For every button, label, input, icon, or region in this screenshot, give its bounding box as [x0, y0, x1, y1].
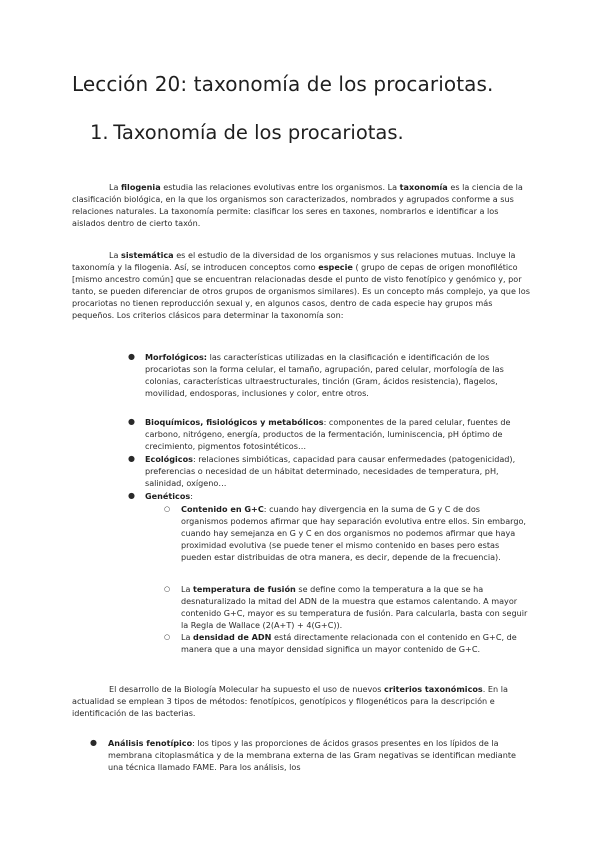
criteria-text: : componentes de la pared celular, fuentes de carbono, nitrógeno, energía, productos de la fermentación, luminiscencia, pH óptimo de crecimiento, pigmentos fotosintéticos…: [145, 417, 511, 452]
criteria-item-bioquimicos: [128, 416, 529, 452]
term-taxonomia: taxonomía: [399, 182, 448, 192]
analysis-item-fenotipico: [90, 737, 528, 773]
criteria-label: Bioquímicos, fisiológicos y metabólicos: [145, 417, 324, 427]
para1-text-3: es la ciencia de la clasificación biológica, en la que los organismos son caracterizados, nombrados y agrupados conforme a sus relaciones naturales. La taxonomía permite: clasificar los seres en taxones, nombrarlos e identificar a los aislados dentro de cierto taxón.: [72, 182, 523, 229]
criteria-label: Genéticos: [145, 491, 191, 501]
bullet-dot-icon: ●: [128, 417, 135, 426]
section-number: 1.: [90, 121, 109, 144]
paragraph-sistematica: [72, 249, 532, 322]
genetic-item-fusion: [164, 583, 529, 631]
bullet-dot-icon: ●: [128, 491, 135, 500]
para2-text-1: La: [109, 250, 122, 260]
genetic-label: temperatura de fusión: [193, 584, 296, 594]
genetic-item-densidad: [164, 631, 529, 655]
genetic-text: está directamente relacionada con el contenido en G+C, de manera que a una mayor densidad significa un mayor contenido de G+C.: [181, 632, 517, 655]
section-heading-text: Taxonomía de los procariotas.: [113, 121, 404, 144]
genetic-label: Contenido en G+C: [181, 504, 264, 514]
paragraph-filogenia: [72, 181, 532, 229]
bullet-circle-icon: ○: [164, 505, 171, 513]
criteria-item-ecologicos: [128, 453, 529, 489]
para3-text-1: El desarrollo de la Biología Molecular ha supuesto el uso de nuevos: [109, 684, 385, 694]
criteria-text: las características utilizadas en la clasificación e identificación de los procariotas son la forma celular, el tamaño, agrupación, pared celular, morfología de las colonias, características ultraestructurales, tinción (Gram, ácidos resistencia), flagelos, movilidad, endosporas, inclusiones y color, entre otros.: [145, 352, 504, 399]
term-filogenia: filogenia: [121, 182, 161, 192]
genetic-label: densidad de ADN: [193, 632, 272, 642]
term-especie: especie: [318, 262, 353, 273]
genetic-text: se define como la temperatura a la que se ha desnaturalizado la mitad del ADN de la muestra que estamos calentando. A mayor contenido G+C, mayor es su temperatura de fusión. Para calcularla, basta con seguir la Regla de Wallace (2(A+T) + 4(G+C)).: [181, 584, 528, 631]
analysis-text: : los tipos y las proporciones de ácidos grasos presentes en los lípidos de la membrana citoplasmática y de la membrana externa de las Gram negativas se identifican mediante una técnica llamado FAME. Para los análisis, los: [108, 738, 517, 773]
bullet-dot-icon: ●: [90, 738, 97, 747]
bullet-dot-icon: ●: [128, 352, 135, 361]
genetic-text: : cuando hay divergencia en la suma de G y C de dos organismos podemos afirmar que hay separación evolutiva entre ellos. Sin embargo, cuando hay semejanza en G y C en dos organismos no podemos afirmar que haya proximidad evolutiva (se puede tener el mismo contenido en bases pero estas pueden estar distribuidas de otra manera, es decir, depende de la frecuencia).: [181, 504, 526, 563]
criteria-label: Ecológicos: [145, 454, 193, 464]
term-criterios-taxonomicos: criterios taxonómicos: [384, 684, 483, 694]
para2-text-3: ( grupo de cepas de origen monofilético [mismo ancestro común] que se encuentran relacionadas desde el punto de visto fenotípico y genómico y, por tanto, se pueden diferenciar de otros grupos de organismos similares). Es un concepto más complejo, ya que los procariotas no tienen reproducción sexual y, en algunos casos, dentro de cada especie hay grupos más pequeños. Los criterios clásicos para determinar la taxonomía son:: [72, 262, 530, 321]
genetic-pre: La: [181, 584, 194, 594]
criteria-text: :: [190, 491, 193, 501]
para1-text-2: estudia las relaciones evolutivas entre los organismos. La: [160, 182, 400, 192]
paragraph-biologia-molecular: [72, 683, 532, 719]
para3-text-2: . En la actualidad se emplean 3 tipos de métodos: fenotípicos, genotípicos y filogenéticos para la descripción e identificación de las bacterias.: [72, 684, 508, 719]
criteria-item-geneticos: [128, 490, 529, 502]
bullet-dot-icon: ●: [128, 454, 135, 463]
genetic-item-gc: [164, 503, 529, 563]
para1-text-1: La: [109, 182, 122, 192]
analysis-label: Análisis fenotípico: [108, 738, 193, 748]
genetic-pre: La: [181, 632, 194, 642]
bullet-circle-icon: ○: [164, 585, 171, 593]
lesson-title: Lección 20: taxonomía de los procariotas.: [72, 72, 494, 96]
section-heading: [90, 121, 550, 144]
criteria-item-morfologicos: [128, 351, 529, 399]
criteria-label: Morfológicos:: [145, 352, 208, 362]
bullet-circle-icon: ○: [164, 633, 171, 641]
para2-text-2: es el estudio de la diversidad de los organismos y sus relaciones mutuas. Incluye la taxonomía y la filogenia. Así, se introducen conceptos como: [72, 250, 516, 273]
term-sistematica: sistemática: [121, 250, 174, 260]
criteria-text: : relaciones simbióticas, capacidad para causar enfermedades (patogenicidad), preferencias o necesidad de un hábitat determinado, necesidades de temperatura, pH, salinidad, oxígeno…: [145, 454, 516, 489]
